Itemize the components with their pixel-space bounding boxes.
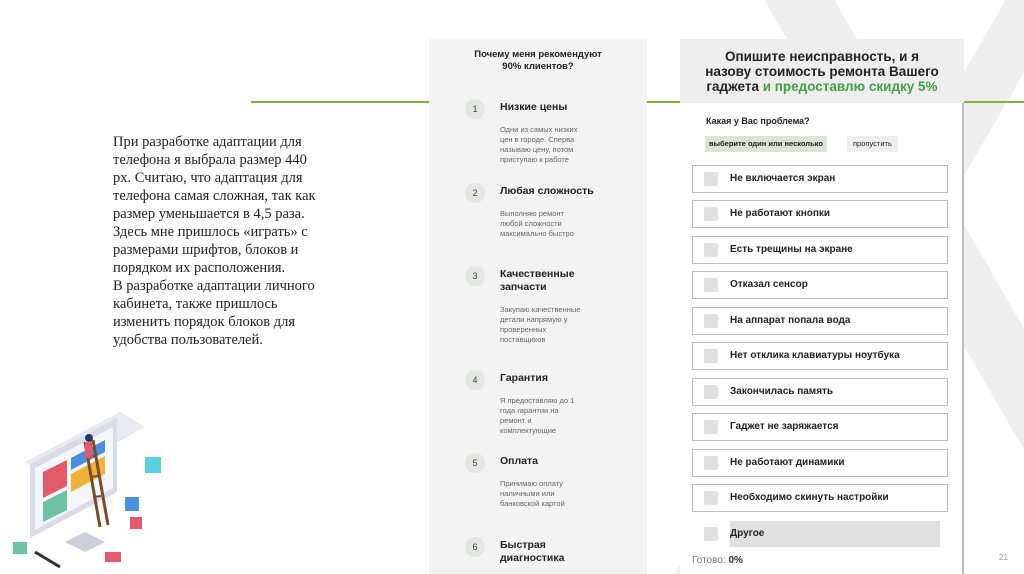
developer-illustration [5, 402, 170, 572]
description-paragraph: При разработке адаптации для телефона я выбрала размер 440 px. Считаю, что адаптация для телефона самая сложная, так как размер уменьшается в 4,5 раза. [113, 134, 316, 222]
quiz-title [680, 49, 964, 94]
description-text [113, 133, 328, 349]
benefits-title: Почему меня рекомендуют 90% клиентов? [474, 49, 602, 72]
quiz-title-line: назову стоимость ремонта Вашего [705, 64, 939, 79]
checkbox[interactable] [704, 527, 718, 541]
option-checkbox-item[interactable] [692, 165, 948, 193]
option-label: Не включается экран [730, 173, 836, 184]
option-label: Отказал сенсор [730, 279, 808, 290]
option-checkbox-item[interactable] [692, 413, 948, 441]
checkbox[interactable] [704, 243, 718, 257]
option-checkbox-item[interactable] [692, 378, 948, 406]
option-checkbox-item[interactable] [692, 484, 948, 512]
progress-value: 0% [728, 555, 743, 566]
quiz-title-line [680, 79, 964, 94]
benefit-number: 1 [465, 99, 485, 119]
option-label: Не работают кнопки [730, 208, 831, 219]
divider-line [964, 101, 1024, 103]
skip-button[interactable]: пропустить [847, 136, 898, 152]
checkbox[interactable] [704, 207, 718, 221]
benefit-text: Я предоставляю до 1 года гарантии на ремонт и комплектующие [500, 396, 575, 435]
discount-highlight: и предоставлю скидку 5% [758, 79, 938, 94]
quiz-question: Какая у Вас проблема? [706, 116, 810, 126]
option-label: Закончилась память [730, 386, 834, 397]
quiz-title-line: Опишите неисправность, и я [724, 49, 920, 64]
option-checkbox-item[interactable] [692, 342, 948, 370]
benefit-title: Любая сложность [500, 185, 594, 197]
checkbox[interactable] [704, 420, 718, 434]
option-checkbox-item[interactable] [692, 520, 948, 548]
checkbox[interactable] [704, 491, 718, 505]
option-label: Необходимо скинуть настройки [730, 492, 889, 503]
progress-indicator [692, 555, 743, 566]
option-label: Есть трещины на экране [730, 244, 853, 255]
divider-line [647, 101, 680, 103]
checkbox[interactable] [704, 385, 718, 399]
benefit-title: Быстрая диагностика [500, 539, 565, 564]
option-label: Другое [730, 521, 940, 547]
divider-line [251, 101, 430, 103]
option-checkbox-item[interactable] [692, 449, 948, 477]
option-label: Гаджет не заряжается [730, 421, 839, 432]
benefit-number: 5 [465, 453, 485, 473]
benefit-number: 2 [465, 183, 485, 203]
option-checkbox-item[interactable] [692, 307, 948, 335]
benefit-text: Принимаю оплату наличными или банковской картой [500, 479, 565, 508]
option-checkbox-item[interactable] [692, 271, 948, 299]
benefit-text: Одни из самых низких цен в городе. Сперва называю цену, потом приступаю к работе [500, 125, 578, 164]
benefit-number: 4 [465, 370, 485, 390]
benefit-text: Выполняю ремонт любой сложности максимально быстро [500, 209, 574, 238]
benefit-number: 3 [465, 266, 485, 286]
page-number: 21 [999, 553, 1008, 562]
option-label: Нет отклика клавиатуры ноутбука [730, 350, 900, 361]
checkbox[interactable] [704, 349, 718, 363]
checkbox[interactable] [704, 314, 718, 328]
benefit-title: Гарантия [500, 372, 548, 384]
option-label: Не работают динамики [730, 457, 845, 468]
option-checkbox-item[interactable] [692, 236, 948, 264]
benefit-title: Низкие цены [500, 101, 568, 113]
option-checkbox-item[interactable] [692, 200, 948, 228]
checkbox[interactable] [704, 172, 718, 186]
quiz-title-text: гаджета [706, 79, 759, 94]
benefits-panel [429, 39, 647, 574]
option-label: На аппарат попала вода [730, 315, 851, 326]
progress-label: Готово: [692, 555, 726, 566]
benefit-title: Оплата [500, 455, 539, 467]
checkbox[interactable] [704, 456, 718, 470]
description-paragraph: Здесь мне пришлось «играть» с размерами шрифтов, блоков и порядком их расположения. [113, 224, 308, 276]
description-paragraph: В разработке адаптации личного кабинета, также пришлось изменить порядок блоков для удобства пользователей. [113, 278, 315, 348]
selection-hint-badge: выберите один или несколько [705, 136, 827, 152]
benefit-title: Качественные запчасти [500, 268, 575, 293]
quiz-panel [680, 103, 964, 574]
benefit-text: Закупаю качественные детали напрямую у проверенных поставщиков [500, 305, 581, 344]
benefit-number: 6 [465, 537, 485, 557]
checkbox[interactable] [704, 278, 718, 292]
